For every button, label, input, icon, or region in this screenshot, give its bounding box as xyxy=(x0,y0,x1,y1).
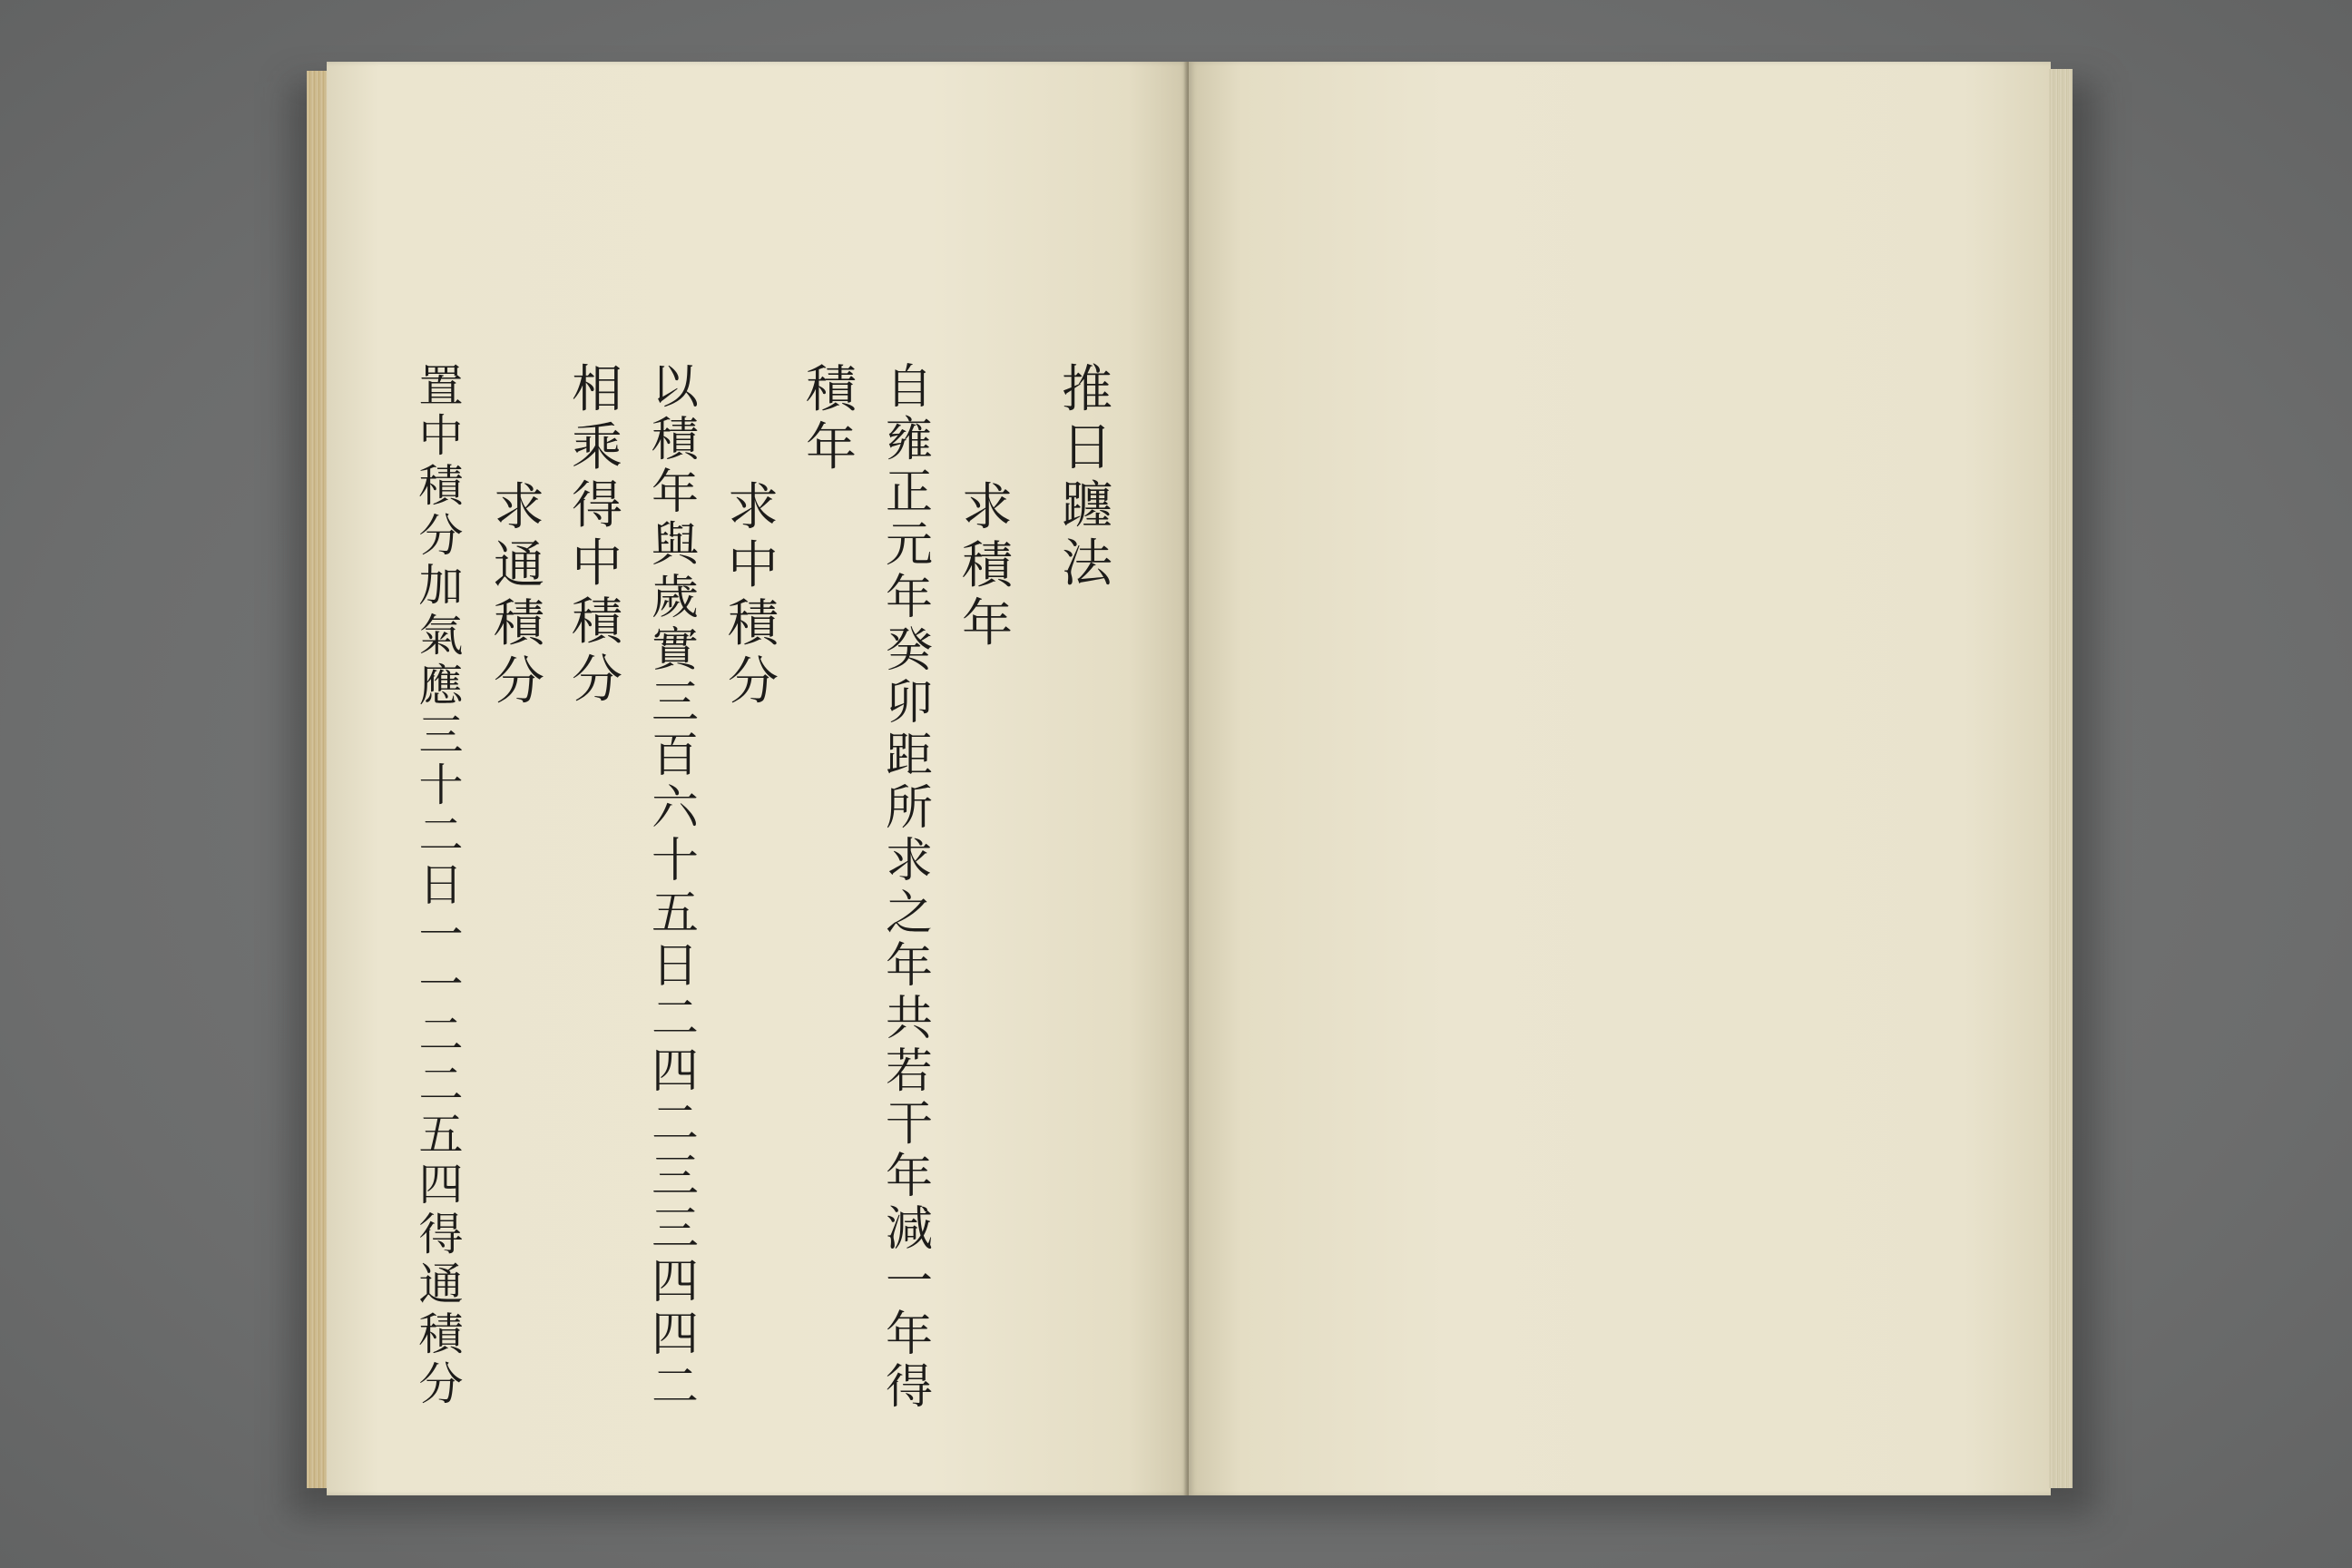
text-column-6 xyxy=(641,361,710,1414)
glyph: 一 xyxy=(885,1255,933,1309)
glyph: 加 xyxy=(418,560,464,612)
glyph: 躔 xyxy=(1062,476,1112,535)
glyph: 四 xyxy=(651,1044,699,1099)
glyph: 五 xyxy=(651,887,699,941)
glyph: 卯 xyxy=(885,676,933,730)
glyph: 減 xyxy=(885,1202,933,1257)
glyph: 積 xyxy=(806,360,857,419)
glyph: 距 xyxy=(885,729,933,783)
glyph: 與 xyxy=(651,518,699,573)
book-edge-left xyxy=(307,71,328,1488)
glyph: 求 xyxy=(962,478,1013,537)
text-column-7 xyxy=(563,361,632,710)
open-book xyxy=(307,62,2074,1495)
text-column-2 xyxy=(953,479,1022,653)
glyph: 歲 xyxy=(651,571,699,625)
glyph: 年 xyxy=(885,1150,933,1204)
glyph: 相 xyxy=(572,360,622,419)
glyph: 實 xyxy=(651,623,699,678)
glyph: 分 xyxy=(728,652,779,711)
book-edge-right xyxy=(2049,69,2073,1488)
glyph: 分 xyxy=(418,510,464,562)
text-column-4 xyxy=(797,361,866,477)
glyph: 推 xyxy=(1062,360,1112,419)
text-column-3 xyxy=(875,361,944,1414)
glyph: 應 xyxy=(418,660,464,711)
glyph: 年 xyxy=(962,594,1013,653)
glyph: 六 xyxy=(651,781,699,836)
glyph: 一 xyxy=(418,909,464,961)
glyph: 乘 xyxy=(572,418,622,477)
glyph: 十 xyxy=(651,834,699,888)
text-column-1 xyxy=(1053,361,1122,593)
glyph: 二 xyxy=(418,1059,464,1111)
glyph: 求 xyxy=(728,478,779,537)
glyph: 日 xyxy=(1062,418,1112,477)
glyph: 分 xyxy=(418,1358,464,1410)
glyph: 年 xyxy=(806,418,857,477)
bleed-through-shadow-right xyxy=(1270,425,1724,1332)
glyph: 干 xyxy=(885,1097,933,1152)
glyph: 積 xyxy=(651,413,699,467)
glyph: 日 xyxy=(651,939,699,994)
glyph: 十 xyxy=(418,760,464,811)
glyph: 通 xyxy=(494,536,544,595)
glyph: 之 xyxy=(885,887,933,941)
glyph: 求 xyxy=(885,834,933,888)
glyph: 年 xyxy=(885,571,933,625)
glyph: 二 xyxy=(418,809,464,861)
text-column-5 xyxy=(719,479,788,711)
glyph: 中 xyxy=(572,534,622,593)
glyph: 法 xyxy=(1062,534,1112,593)
glyph: 中 xyxy=(728,536,779,595)
glyph: 一 xyxy=(418,959,464,1011)
text-column-9 xyxy=(407,361,475,1409)
glyph: 元 xyxy=(885,518,933,573)
glyph: 積 xyxy=(728,594,779,653)
glyph: 四 xyxy=(651,1308,699,1362)
glyph: 雍 xyxy=(885,413,933,467)
glyph: 二 xyxy=(651,992,699,1046)
glyph: 二 xyxy=(651,1360,699,1415)
glyph: 三 xyxy=(651,1202,699,1257)
glyph: 積 xyxy=(418,460,464,512)
glyph: 癸 xyxy=(885,623,933,678)
left-page xyxy=(327,62,1189,1495)
glyph: 積 xyxy=(418,1308,464,1360)
glyph: 自 xyxy=(885,360,933,415)
glyph: 求 xyxy=(494,478,544,537)
glyph: 二 xyxy=(418,1009,464,1061)
glyph: 通 xyxy=(418,1259,464,1310)
glyph: 年 xyxy=(885,1308,933,1362)
glyph: 所 xyxy=(885,781,933,836)
glyph: 年 xyxy=(885,939,933,994)
glyph: 五 xyxy=(418,1109,464,1161)
glyph: 日 xyxy=(418,859,464,911)
glyph: 分 xyxy=(572,651,622,710)
glyph: 積 xyxy=(494,594,544,653)
glyph: 二 xyxy=(651,1097,699,1152)
glyph: 年 xyxy=(651,466,699,520)
glyph: 以 xyxy=(651,360,699,415)
glyph: 正 xyxy=(885,466,933,520)
glyph: 四 xyxy=(651,1255,699,1309)
glyph: 積 xyxy=(962,536,1013,595)
glyph: 得 xyxy=(418,1209,464,1260)
glyph: 中 xyxy=(418,410,464,462)
glyph: 得 xyxy=(885,1360,933,1415)
glyph: 積 xyxy=(572,593,622,652)
glyph: 得 xyxy=(572,476,622,535)
glyph: 三 xyxy=(418,710,464,761)
glyph: 分 xyxy=(494,652,544,711)
glyph: 氣 xyxy=(418,610,464,662)
glyph: 三 xyxy=(651,676,699,730)
glyph: 置 xyxy=(418,360,464,412)
glyph: 百 xyxy=(651,729,699,783)
glyph: 共 xyxy=(885,992,933,1046)
glyph: 若 xyxy=(885,1044,933,1099)
text-column-8 xyxy=(485,479,554,711)
glyph: 四 xyxy=(418,1159,464,1210)
right-page xyxy=(1189,62,2051,1495)
glyph: 三 xyxy=(651,1150,699,1204)
